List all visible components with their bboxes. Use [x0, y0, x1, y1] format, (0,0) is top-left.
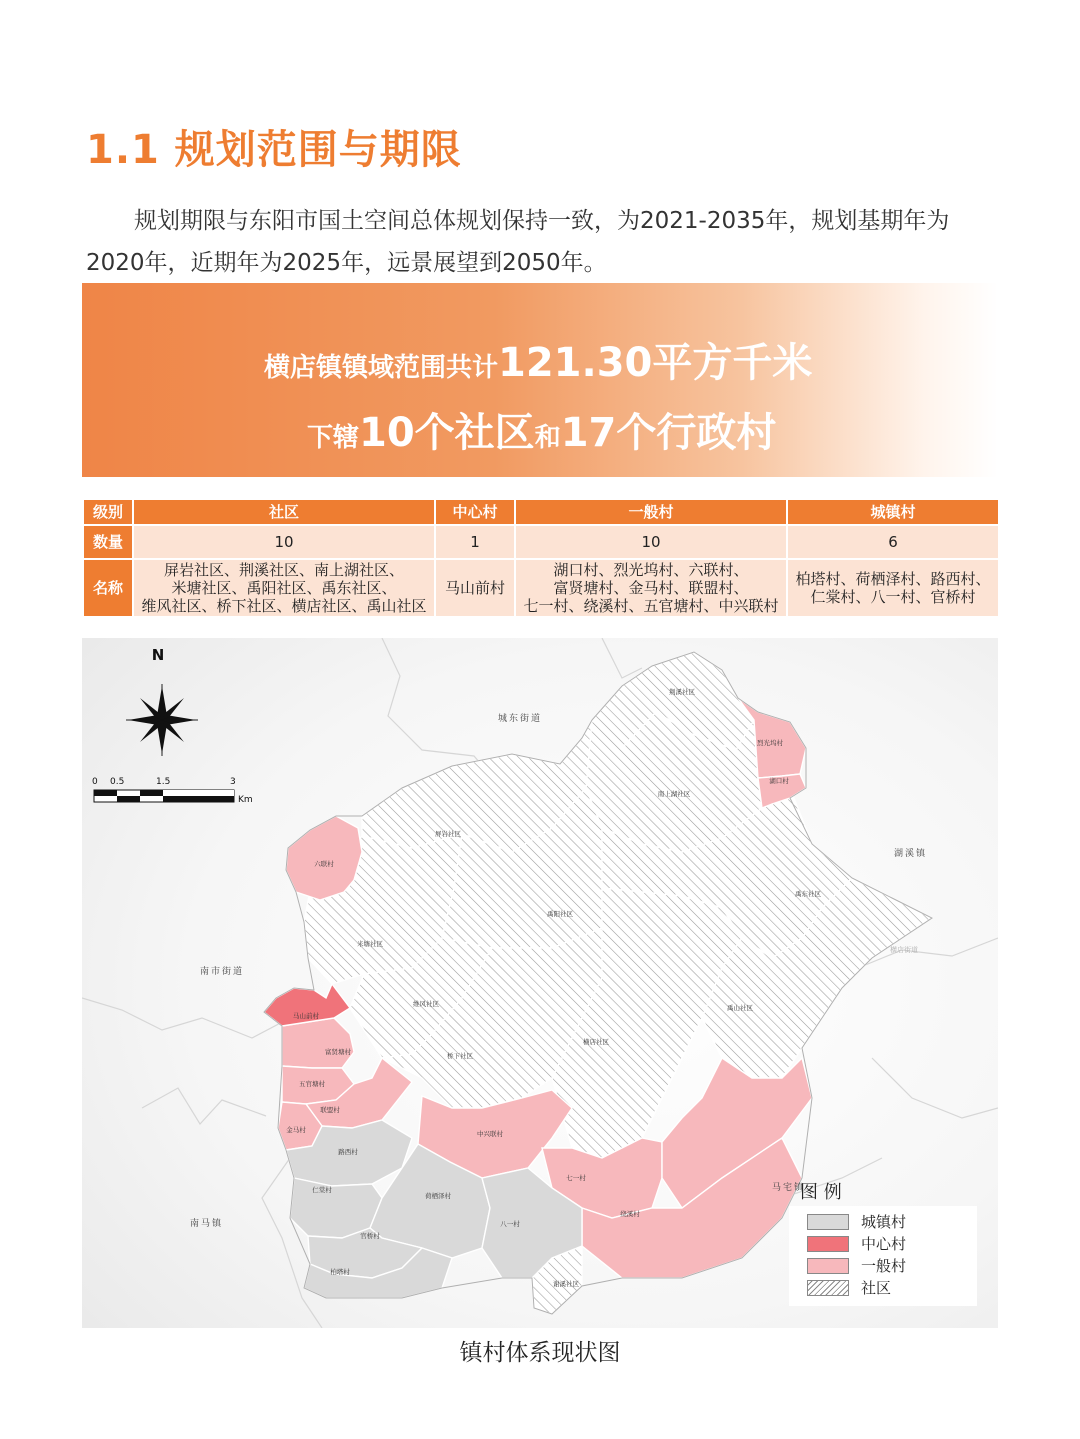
- label-lieguangwu: 烈光坞村: [757, 739, 783, 747]
- label-mitang: 米塘社区: [357, 940, 383, 948]
- count-general-village: 10: [515, 525, 787, 559]
- scale-tick-3: 3: [230, 777, 236, 787]
- row-label-names: 名称: [83, 559, 133, 617]
- village-system-table: [82, 498, 1000, 618]
- area-label-nanshi: 南市街道: [200, 967, 245, 977]
- label-yushan: 禹山社区: [727, 1004, 753, 1012]
- label-luxi: 路西村: [338, 1148, 358, 1156]
- names-general-line: 七一村、绕溪村、五官塘村、中兴联村: [523, 597, 779, 615]
- count-community: 10: [133, 525, 435, 559]
- label-qiyi: 七一村: [566, 1174, 586, 1182]
- label-bayi: 八一村: [500, 1220, 520, 1228]
- map-caption: 镇村体系现状图: [459, 1340, 621, 1366]
- summary-banner: [82, 283, 998, 477]
- legend-label-center: 中心村: [861, 1235, 907, 1253]
- header-community: 社区: [133, 499, 435, 525]
- scale-tick-2: 1.5: [156, 777, 171, 787]
- count-town-village: 6: [787, 525, 999, 559]
- label-wuguantang: 五官塘村: [299, 1080, 325, 1088]
- label-zhongxinglian: 中兴联村: [477, 1130, 503, 1138]
- label-xiexi: 谢溪社区: [553, 1280, 579, 1288]
- label-jingxi: 荆溪社区: [669, 688, 695, 696]
- label-qiaoxia: 桥下社区: [447, 1052, 473, 1060]
- label-guanqiao: 官桥村: [360, 1232, 380, 1240]
- scale-bar: [94, 790, 234, 802]
- area-label-mazhai: 马宅镇: [772, 1183, 806, 1193]
- label-raoxi: 绕溪村: [620, 1210, 640, 1218]
- area-label-chengdong: 城东街道: [498, 714, 543, 724]
- label-liulian: 六联村: [314, 860, 334, 868]
- label-yuyang: 禹阳社区: [547, 910, 573, 918]
- banner-units-prefix: 下辖: [307, 423, 360, 453]
- legend-swatch-town: [807, 1214, 849, 1230]
- label-lianmeng: 联盟村: [320, 1106, 340, 1114]
- label-nanshanghu: 南上湖社区: [657, 790, 691, 798]
- map-legend: [789, 1206, 977, 1306]
- intro-paragraph: 规划期限与东阳市国土空间总体规划保持一致，为2021-2035年，规划基期年为2020年，近期年为2025年，远景展望到2050年。: [86, 208, 950, 276]
- scale-tick-0: 0: [92, 777, 98, 787]
- label-pingyan: 屏岩社区: [435, 830, 461, 838]
- banner-area-prefix: 横店镇镇域范围共计: [264, 353, 499, 383]
- label-rentang: 仁棠村: [312, 1186, 332, 1194]
- legend-label-community: 社区: [861, 1279, 892, 1297]
- names-center-village: 马山前村: [435, 559, 515, 617]
- header-general-village: 一般村: [515, 499, 787, 525]
- names-town-line: 柏塔村、荷栖泽村、路西村、: [795, 570, 991, 588]
- label-fuxiantang: 富贤塘村: [325, 1048, 351, 1056]
- area-label-huxi: 湖溪镇: [894, 849, 928, 859]
- label-leifeng: 维风社区: [413, 1000, 439, 1008]
- banner-line-area: [264, 331, 812, 388]
- banner-community-count: 10个社区: [359, 410, 535, 456]
- legend-label-town: 城镇村: [861, 1213, 907, 1231]
- label-hukou: 湖口村: [769, 777, 789, 785]
- header-town-village: 城镇村: [787, 499, 999, 525]
- area-label-hengdian-street: 横店街道: [890, 946, 918, 954]
- legend-swatch-general: [807, 1258, 849, 1274]
- section-title: 1.1 规划范围与期限: [86, 127, 462, 173]
- legend-title: 图 例: [800, 1182, 842, 1203]
- names-general-line: 湖口村、烈光坞村、六联村、: [553, 561, 749, 579]
- label-hengdian: 横店社区: [583, 1038, 609, 1046]
- label-heqize: 荷栖泽村: [425, 1192, 451, 1200]
- banner-area-value: 121.30平方千米: [498, 340, 813, 386]
- label-jinma: 金马村: [286, 1126, 306, 1134]
- label-baita: 柏塔村: [330, 1268, 350, 1276]
- legend-swatch-community: [807, 1280, 849, 1296]
- header-center-village: 中心村: [435, 499, 515, 525]
- banner-village-count: 17个行政村: [560, 410, 777, 456]
- row-label-count: 数量: [83, 525, 133, 559]
- scale-tick-1: 0.5: [110, 777, 125, 787]
- names-town-line: 仁棠村、八一村、官桥村: [810, 588, 976, 606]
- label-yudong: 禹东社区: [795, 890, 821, 898]
- names-community-line: 米塘社区、禹阳社区、禹东社区、: [171, 579, 397, 597]
- header-level: 级别: [83, 499, 133, 525]
- names-community: [133, 559, 435, 617]
- area-label-nanma: 南马镇: [190, 1219, 224, 1229]
- names-community-line: 屏岩社区、荆溪社区、南上湖社区、: [163, 561, 404, 579]
- names-general-line: 富贤塘村、金马村、联盟村、: [553, 579, 749, 597]
- names-town-village: [787, 559, 999, 617]
- names-community-line: 维风社区、桥下社区、横店社区、禹山社区: [141, 597, 427, 615]
- north-label: N: [151, 646, 165, 664]
- count-center-village: 1: [435, 525, 515, 559]
- legend-label-general: 一般村: [861, 1257, 907, 1275]
- banner-line-units: [307, 401, 776, 458]
- label-mashanqian: 马山前村: [293, 1012, 319, 1020]
- names-general-village: [515, 559, 787, 617]
- scale-unit: Km: [238, 795, 253, 805]
- banner-and: 和: [534, 423, 561, 453]
- legend-swatch-center: [807, 1236, 849, 1252]
